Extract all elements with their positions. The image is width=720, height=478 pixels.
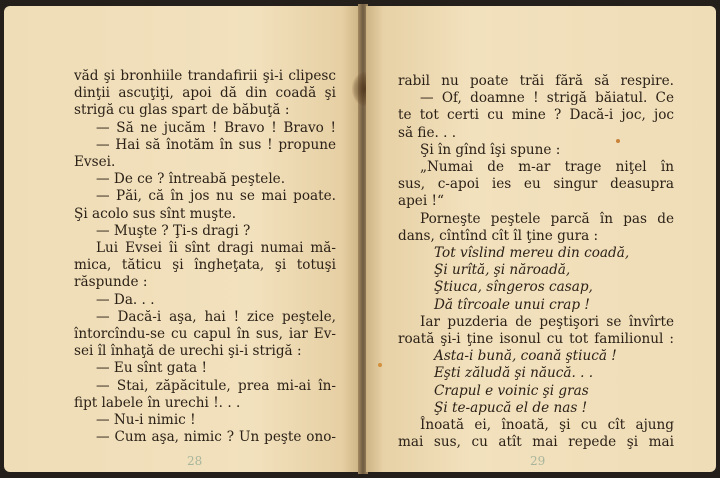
paper-speck — [378, 363, 382, 367]
text-line: să fie. . . — [398, 124, 457, 141]
text-line: mai sus, cu atît mai repede şi mai — [398, 434, 674, 451]
text-line: sei îl înhaţă de urechi şi-i strigă : — [74, 343, 302, 360]
text-line: strigă cu glas spart de băbuţă : — [74, 102, 290, 119]
paper-speck — [616, 139, 620, 143]
text-line: — Muşte ? Ţi-s dragi ? — [96, 222, 251, 239]
text-line: Lui Evsei îi sînt dragi numai mă- — [96, 240, 336, 257]
text-line: — Dacă-i aşa, hai ! zice peştele, — [96, 308, 336, 325]
text-line: — Nu-i nimic ! — [96, 412, 196, 429]
text-line: Evsei. — [74, 154, 116, 171]
text-line: Dă tîrcoale unui crap ! — [434, 296, 590, 313]
text-line: — Eu sînt gata ! — [96, 360, 207, 377]
left-page-number: 28 — [187, 454, 203, 468]
text-line: te tot certi cu mine ? Dacă-i joc, joc — [398, 107, 674, 124]
left-page — [4, 6, 360, 472]
text-line: apei !“ — [398, 193, 444, 210]
text-line: Şi acolo sus sînt muşte. — [74, 205, 237, 222]
text-line: Şi în gînd îşi spune : — [420, 141, 561, 158]
text-line: — Cum aşa, nimic ? Un peşte ono- — [96, 429, 336, 446]
text-line: rabil nu poate trăi fără să respire. — [398, 73, 674, 89]
text-line: răspunde : — [74, 274, 148, 291]
text-line: — De ce ? întreabă peştele. — [96, 171, 286, 188]
text-line: — Păi, că în jos nu se mai poate. — [96, 188, 336, 205]
text-line: Crapul e voinic şi gras — [434, 382, 589, 399]
text-line: — Da. . . — [96, 291, 155, 308]
text-line: sus, c-apoi ies eu singur deasupra — [398, 176, 674, 193]
text-line: Şi urîtă, şi năroadă, — [434, 262, 571, 279]
left-page-text — [74, 68, 336, 446]
text-line: Iar puzderia de peştişori se învîrte — [420, 313, 674, 330]
text-line: dinţii ascuţiţi, apoi dă din coadă şi — [74, 85, 336, 102]
text-line: întorcîndu-se cu capul în sus, iar Ev- — [74, 326, 336, 343]
text-line: Ştiuca, sîngeros casap, — [434, 279, 593, 296]
text-line: fipt labele în urechi !. . . — [74, 394, 241, 411]
text-line: Porneşte peştele parcă în pas de — [420, 210, 674, 227]
text-line: văd şi bronhiile trandafirii şi-i clipesc — [74, 68, 336, 84]
text-line: — Stai, zăpăcitule, prea mi-ai în- — [96, 377, 336, 394]
text-line: — Hai să înotăm în sus ! propune — [96, 136, 336, 153]
text-line: mica, tăticu şi îngheţata, şi totuşi — [74, 257, 336, 274]
text-line: Şi te-apucă el de nas ! — [434, 399, 588, 416]
text-line: — Să ne jucăm ! Bravo ! Bravo ! — [96, 119, 336, 136]
text-line: — Of, doamne ! strigă băiatul. Ce — [420, 90, 674, 107]
text-line: Eşti zăludă şi năucă. . . — [434, 365, 594, 382]
text-line: dans, cîntînd cît îl ţine gura : — [398, 227, 599, 244]
text-line: roată şi-i ţine isonul cu tot familionul : — [398, 331, 674, 348]
text-line: Asta-i bună, coană ştiucă ! — [434, 348, 617, 365]
text-line: Înoată ei, înoată, şi cu cît ajung — [420, 417, 674, 434]
right-page — [366, 6, 716, 472]
text-line: „Numai de m-ar trage niţel în — [420, 159, 674, 176]
right-page-text — [398, 73, 674, 451]
text-line: Tot vîslind mereu din coadă, — [434, 245, 630, 262]
right-page-number: 29 — [530, 454, 546, 468]
